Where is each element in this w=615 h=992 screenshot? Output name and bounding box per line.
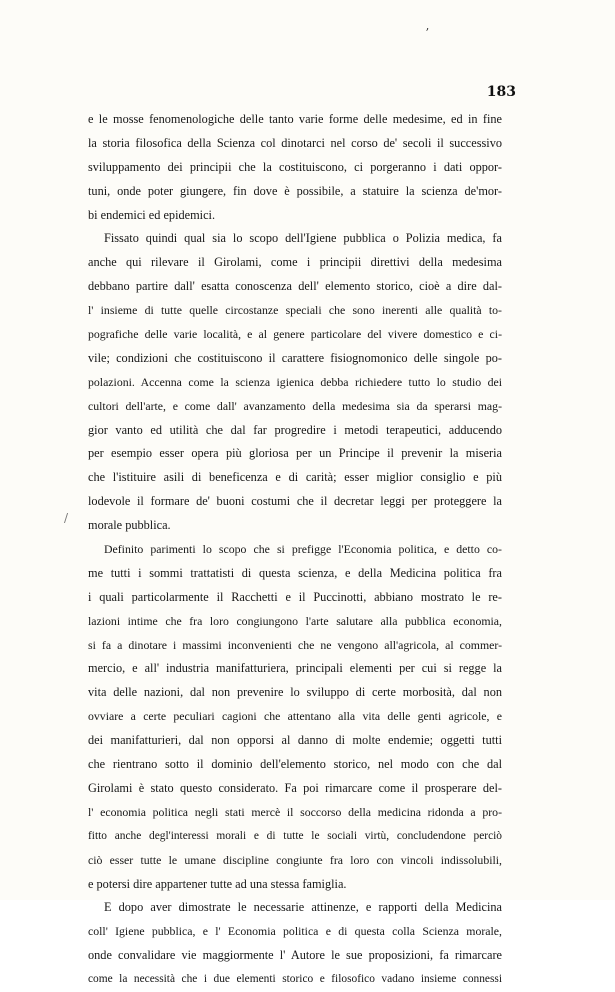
text-line: ovviare a certe peculiari cagioni che attentano alla vita delle genti agricole, e bbox=[88, 709, 502, 724]
page-number: 183 bbox=[486, 84, 516, 100]
text-line: Girolami è stato questo considerato. Fa poi rimarcare come il prosperare del- bbox=[88, 780, 502, 795]
paragraph-first-line: Fissato quindi qual sia lo scopo dell'Igiene pubblica o Polizia medica, fa bbox=[104, 231, 502, 246]
text-line: e le mosse fenomenologiche delle tanto varie forme delle medesime, ed in fine bbox=[88, 112, 502, 126]
text-line: dei manifatturieri, dal non opporsi al danno di molte endemie; oggetti tutti bbox=[88, 733, 502, 748]
text-line: i quali particolarmente il Racchetti e il Puccinotti, abbiano mostrato le re- bbox=[88, 589, 502, 604]
text-line: fitto anche degl'interessi morali e di tutte le sociali virtù, concludendone perciò bbox=[88, 829, 502, 842]
text-line: sviluppamento dei principii che la costituiscono, ci porgeranno i dati oppor- bbox=[88, 159, 502, 174]
text-line: come la necessità che i due elementi storico e filosofico vadano insieme connessi bbox=[88, 973, 502, 986]
text-line: lazioni intime che fra loro congiungono l'arte salutare alla pubblica economia, bbox=[88, 613, 502, 628]
text-line: vile; condizioni che costituiscono il carattere fisiognomonico delle singole po- bbox=[88, 350, 502, 365]
text-line: pografiche delle varie località, e al genere particolare del vivere domestico e ci- bbox=[88, 327, 502, 342]
text-line: tuni, onde poter giungere, fin dove è possibile, a statuire la scienza de'mor- bbox=[88, 183, 502, 198]
text-line: che rientrano sotto il dominio dell'elemento storico, nel modo con che dal bbox=[88, 757, 502, 772]
text-line: e potersi dire appartener tutte ad una stessa famiglia. bbox=[88, 876, 347, 891]
text-line: anche qui rilevare il Girolami, come i principii direttivi della medesima bbox=[88, 255, 502, 270]
text-line: l' insieme di tutte quelle circostanze speciali che sono inerenti alle qualità to- bbox=[88, 303, 502, 318]
ink-speck: ʼ bbox=[425, 26, 429, 40]
text-line: la storia filosofica della Scienza col dinotarci nel corso de' secoli il successivo bbox=[88, 135, 502, 150]
text-line: polazioni. Accenna come la scienza igienica debba richiedere tutto lo studio dei bbox=[88, 374, 502, 389]
text-line: si fa a dinotare i massimi inconvenienti che ne vengono all'agricola, al commer- bbox=[88, 637, 502, 652]
body-text bbox=[88, 108, 502, 992]
text-line: gior vanto ed utilità che dal far progredire i metodi terapeutici, adducendo bbox=[88, 422, 502, 437]
text-line: mercio, e all' industria manifatturiera, principali elementi per cui si regge la bbox=[88, 661, 502, 676]
text-line: vita delle nazioni, dal non prevenire lo sviluppo di certe morbosità, dal non bbox=[88, 685, 502, 700]
text-line: bi endemici ed epidemici. bbox=[88, 207, 216, 222]
text-line: morale pubblica. bbox=[88, 518, 171, 533]
margin-mark: / bbox=[64, 511, 69, 525]
text-line: onde convalidare vie maggiormente l' Autore le sue proposizioni, fa rimarcare bbox=[88, 948, 502, 963]
text-line: che l'istituire asili di beneficenza e di carità; esser miglior consiglio e più bbox=[88, 470, 502, 485]
paragraph-first-line: E dopo aver dimostrate le necessarie attinenze, e rapporti della Medicina bbox=[104, 900, 502, 915]
text-line: me tutti i sommi trattatisti di questa scienza, e della Medicina politica fra bbox=[88, 565, 502, 580]
paragraph-first-line: Definito parimenti lo scopo che si prefigge l'Economia politica, e detto co- bbox=[104, 542, 502, 557]
text-line: cultori dell'arte, e come dall' avanzamento della medesima sia da sperarsi mag- bbox=[88, 398, 502, 413]
text-line: l' economia politica negli stati mercè il soccorso della medicina ridonda a pro- bbox=[88, 804, 502, 819]
text-line: lodevole il formare de' buoni costumi che il decretar leggi per proteggere la bbox=[88, 494, 502, 509]
text-line: debbano partire dall' esatta conoscenza dell' elemento storico, cioè a dire dal- bbox=[88, 279, 502, 294]
text-line: per esempio esser opera più gloriosa per un Principe il prevenir la miseria bbox=[88, 446, 502, 461]
text-line: coll' Igiene pubblica, e l' Economia politica e di questa colla Scienza morale, bbox=[88, 924, 502, 939]
text-line: ciò esser tutte le umane discipline congiunte fra loro con vincoli indissolubili, bbox=[88, 852, 502, 867]
